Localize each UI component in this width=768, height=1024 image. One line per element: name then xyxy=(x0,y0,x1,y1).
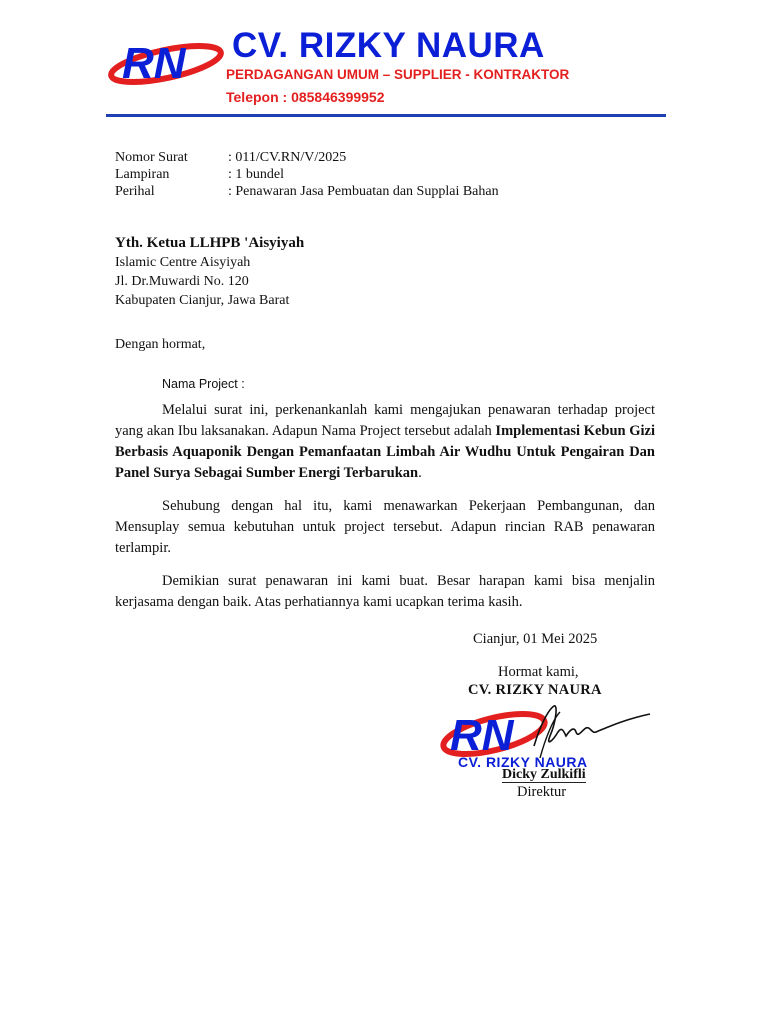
meta-value: : Penawaran Jasa Pembuatan dan Supplai Bahan xyxy=(228,184,499,199)
company-phone: Telepon : 085846399952 xyxy=(226,89,385,105)
project-name: Implementasi Kebun Gizi Berbasis Aquaponik Dengan Pemanfaatan Limbah Air Wudhu Untuk Pengairan Dan Panel Surya Sebagai Sumber Energi Terbarukan xyxy=(115,423,656,481)
body-paragraph-offer: Sehubung dengan hal itu, kami menawarkan Pekerjaan Pembangunan, dan Mensuplay semua kebutuhan untuk project tersebut. Adapun rincian RAB penawaran terlampir. xyxy=(115,498,655,556)
company-logo-icon xyxy=(106,30,231,90)
recipient-address-line: Jl. Dr.Muwardi No. 120 xyxy=(115,274,249,289)
stamp-letters: RN xyxy=(450,711,514,760)
signing-company: CV. RIZKY NAURA xyxy=(468,682,602,698)
letterhead-divider xyxy=(106,114,666,117)
logo-letters: RN xyxy=(122,39,186,88)
meta-row-attachment xyxy=(115,166,499,183)
letterhead xyxy=(106,20,666,118)
regards: Hormat kami, xyxy=(498,664,579,680)
intro-text: Melalui surat ini, perkenankanlah kami mengajukan penawaran terhadap project yang akan Ibu laksanakan. Adapun Nama Project tersebut adalah xyxy=(115,402,655,439)
meta-label: Perihal xyxy=(115,184,155,199)
recipient-address-line: Kabupaten Cianjur, Jawa Barat xyxy=(115,293,290,308)
meta-row-subject xyxy=(115,183,499,200)
greeting: Dengan hormat, xyxy=(115,337,206,352)
meta-row-number xyxy=(115,149,499,166)
recipient-name: Yth. Ketua LLHPB 'Aisyiyah xyxy=(115,235,305,251)
body-paragraph-intro xyxy=(115,400,655,484)
company-tagline: PERDAGANGAN UMUM – SUPPLIER - KONTRAKTOR xyxy=(226,67,570,82)
letter-body xyxy=(115,400,655,625)
intro-end: . xyxy=(418,465,422,481)
signer-name: Dicky Zulkifli xyxy=(502,767,586,782)
meta-value: : 1 bundel xyxy=(228,167,284,182)
place-date: Cianjur, 01 Mei 2025 xyxy=(473,631,598,647)
signer-title: Direktur xyxy=(517,784,567,800)
recipient-address-line: Islamic Centre Aisyiyah xyxy=(115,255,251,270)
project-label: Nama Project : xyxy=(162,377,245,391)
recipient-block xyxy=(115,234,304,310)
body-paragraph-closing: Demikian surat penawaran ini kami buat. Besar harapan kami bisa menjalin kerjasama dengan baik. Atas perhatiannya kami ucapkan terima kasih. xyxy=(115,573,655,610)
meta-label: Lampiran xyxy=(115,167,170,182)
stamp-company-text: CV. RIZKY NAURA xyxy=(458,754,588,770)
company-name: CV. RIZKY NAURA xyxy=(232,26,545,65)
letter-meta xyxy=(115,149,499,200)
meta-value: : 011/CV.RN/V/2025 xyxy=(228,150,347,165)
meta-label: Nomor Surat xyxy=(115,150,188,165)
